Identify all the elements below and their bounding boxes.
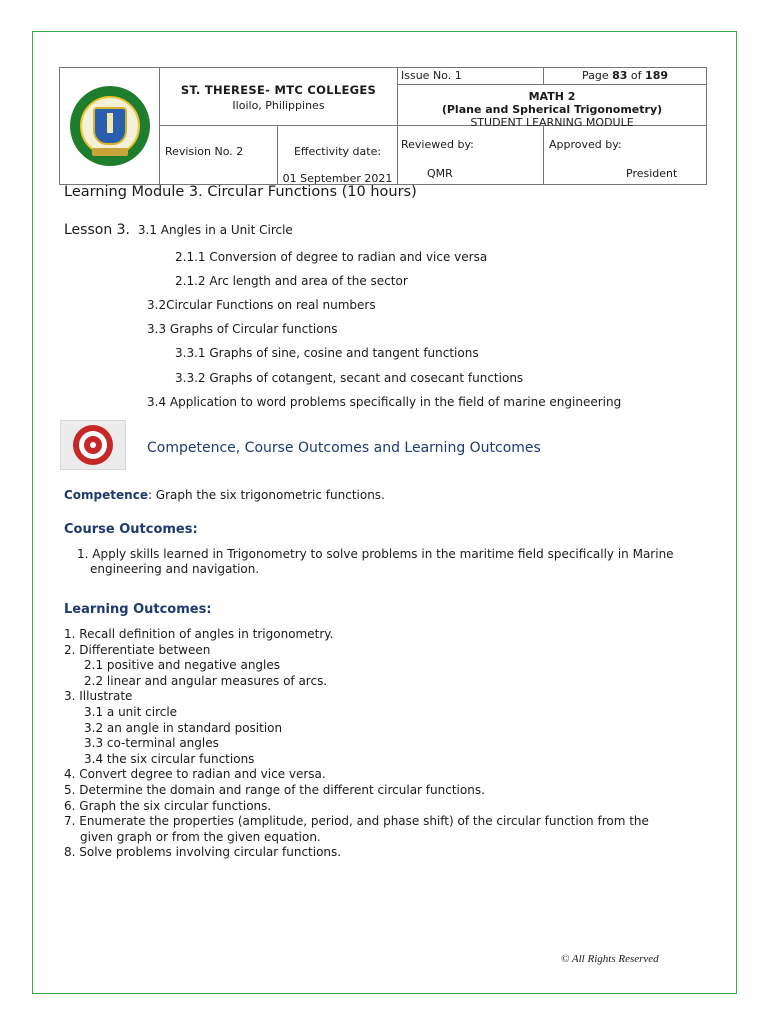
list-item: 3.1 a unit circle xyxy=(84,704,178,719)
module-title: Learning Module 3. Circular Functions (10 hours) xyxy=(64,184,417,200)
approved-cell xyxy=(544,126,706,184)
lesson-topic: 3.2Circular Functions on real numbers xyxy=(147,298,376,312)
competence xyxy=(64,488,385,502)
revision-number: Revision No. 2 xyxy=(160,126,278,184)
list-item: 3.3 co-terminal angles xyxy=(84,736,219,751)
list-item: 2.2 linear and angular measures of arcs. xyxy=(84,673,328,688)
list-item: 5. Determine the domain and range of the different circular functions. xyxy=(64,782,485,797)
list-item: 2. Differentiate between xyxy=(64,642,211,657)
list-item: 1. Recall definition of angles in trigonometry. xyxy=(64,627,334,641)
competence-label: Competence xyxy=(64,488,148,502)
page-number: Page 83 of 189 xyxy=(544,68,706,85)
effectivity-cell xyxy=(278,126,398,184)
list-item: 3.4 the six circular functions xyxy=(84,751,255,766)
section-heading: Competence, Course Outcomes and Learning Outcomes xyxy=(147,440,541,456)
effectivity-label: Effectivity date: xyxy=(293,145,382,158)
reviewed-label: Reviewed by: xyxy=(401,138,474,151)
list-item: 6. Graph the six circular functions. xyxy=(64,798,272,813)
document-header-table xyxy=(59,67,707,185)
lesson-topic: 3.4 Application to word problems specifically in the field of marine engineering xyxy=(147,395,622,409)
lesson-topic: 3.3.1 Graphs of sine, cosine and tangent functions xyxy=(175,346,479,360)
approved-label: Approved by: xyxy=(549,138,622,151)
course-outcome-item: 1. Apply skills learned in Trigonometry to solve problems in the maritime field specifically in Marine engineering and navigation. xyxy=(77,547,674,576)
list-item: 3. Illustrate xyxy=(64,689,133,704)
subject-cell xyxy=(398,85,706,129)
lesson-row xyxy=(64,222,293,238)
learning-outcomes-heading: Learning Outcomes: xyxy=(64,602,212,617)
subject-code: MATH 2 xyxy=(528,90,576,103)
school-seal-icon xyxy=(70,86,150,166)
subject-name: (Plane and Spherical Trigonometry) xyxy=(441,103,663,116)
lesson-topic: 2.1.2 Arc length and area of the sector xyxy=(175,274,408,288)
reviewed-cell xyxy=(398,126,544,184)
school-cell xyxy=(160,68,398,126)
subject-type: STUDENT LEARNING MODULE xyxy=(470,116,634,129)
lesson-topic: 3.3.2 Graphs of cotangent, secant and cosecant functions xyxy=(175,371,524,385)
effectivity-date: 01 September 2021 xyxy=(282,172,393,185)
approved-value: President xyxy=(626,167,678,180)
lesson-topic: 2.1.1 Conversion of degree to radian and vice versa xyxy=(175,250,488,264)
list-item: 7. Enumerate the properties (amplitude, period, and phase shift) of the circular function from the xyxy=(64,814,649,829)
lesson-topic: 3.1 Angles in a Unit Circle xyxy=(137,223,293,237)
target-icon xyxy=(60,420,126,470)
competence-text: : Graph the six trigonometric functions. xyxy=(147,488,385,502)
issue-number: Issue No. 1 xyxy=(398,68,544,85)
list-item: 3.2 an angle in standard position xyxy=(84,720,283,735)
learning-outcomes-list xyxy=(64,627,649,861)
school-name: ST. THERESE- MTC COLLEGES xyxy=(180,83,377,97)
reviewed-value: QMR xyxy=(427,167,453,180)
footer-copyright: © All Rights Reserved xyxy=(561,953,659,965)
logo-cell xyxy=(60,68,160,184)
lesson-label: Lesson 3. xyxy=(64,222,131,238)
school-location: Iloilo, Philippines xyxy=(232,99,325,112)
list-item: 8. Solve problems involving circular functions. xyxy=(64,845,342,860)
list-item: 2.1 positive and negative angles xyxy=(84,658,281,673)
course-outcomes-heading: Course Outcomes: xyxy=(64,522,198,537)
lesson-topic: 3.3 Graphs of Circular functions xyxy=(147,322,338,336)
list-item: given graph or from the given equation. xyxy=(80,829,321,844)
list-item: 4. Convert degree to radian and vice versa. xyxy=(64,767,326,782)
